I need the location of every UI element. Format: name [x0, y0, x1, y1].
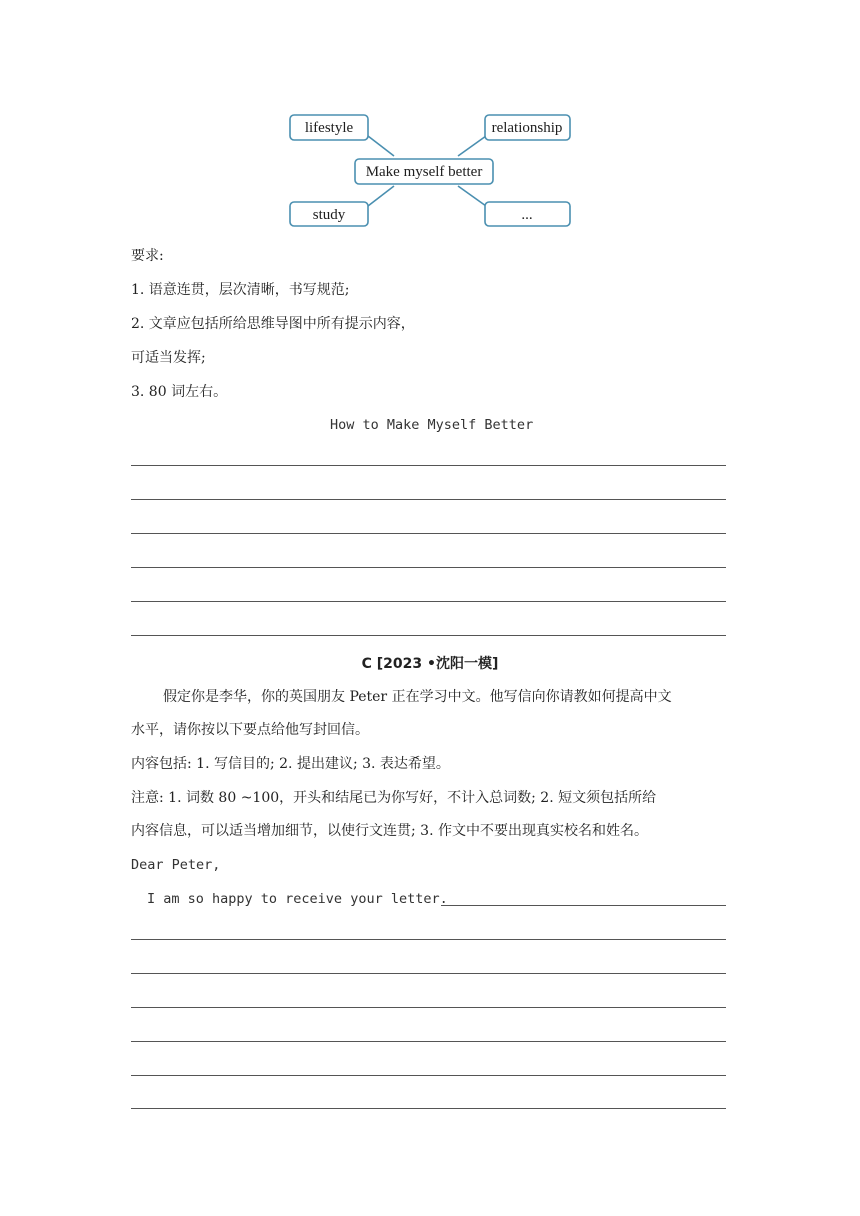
writing-line	[131, 601, 726, 602]
essay-title: How to Make Myself Better	[330, 417, 534, 433]
note-line-2: 内容信息，可以适当增加细节，以使行文连贯; 3. 作文中不要出现真实校名和姓名。	[131, 823, 648, 839]
writing-line	[131, 1075, 726, 1076]
node-relationship: relationship	[491, 120, 563, 136]
writing-line	[131, 499, 726, 500]
requirement-2: 2. 文章应包括所给思维导图中所有提示内容，	[131, 316, 415, 332]
writing-line-first	[441, 905, 726, 906]
writing-line	[131, 1007, 726, 1008]
requirement-1: 1. 语意连贯，层次清晰，书写规范;	[131, 282, 350, 298]
node-center: Make myself better	[365, 164, 483, 180]
connector-top-right	[458, 136, 486, 156]
writing-line	[131, 1041, 726, 1042]
writing-line	[131, 533, 726, 534]
node-more: ...	[521, 207, 533, 223]
prompt-line-2: 水平，请你按以下要点给他写封回信。	[131, 722, 369, 738]
connector-bottom-right	[458, 186, 486, 206]
section-heading: C [2023 •沈阳一模]	[361, 656, 499, 672]
mind-map-graphic	[284, 110, 576, 232]
requirement-3: 3. 80 词左右。	[131, 384, 228, 400]
requirements-label: 要求:	[131, 248, 164, 264]
writing-line	[131, 635, 726, 636]
salutation: Dear Peter,	[131, 857, 221, 873]
writing-line	[131, 465, 726, 466]
mind-map	[284, 110, 576, 236]
connector-top-left	[368, 136, 394, 156]
content-points: 内容包括: 1. 写信目的; 2. 提出建议; 3. 表达希望。	[131, 756, 450, 772]
node-lifestyle: lifestyle	[304, 120, 354, 136]
writing-line	[131, 567, 726, 568]
opening-sentence: I am so happy to receive your letter.	[147, 891, 448, 907]
writing-line	[131, 939, 726, 940]
writing-line	[131, 973, 726, 974]
requirement-2-continued: 可适当发挥;	[131, 350, 206, 366]
node-study: study	[312, 207, 346, 223]
writing-line	[131, 1108, 726, 1109]
note-line-1: 注意: 1. 词数 80 ~100，开头和结尾已为你写好，不计入总词数; 2. 短文须包括所给	[131, 790, 657, 806]
connector-bottom-left	[368, 186, 394, 206]
prompt-line-1: 假定你是李华，你的英国朋友 Peter 正在学习中文。他写信向你请教如何提高中文	[163, 689, 672, 705]
